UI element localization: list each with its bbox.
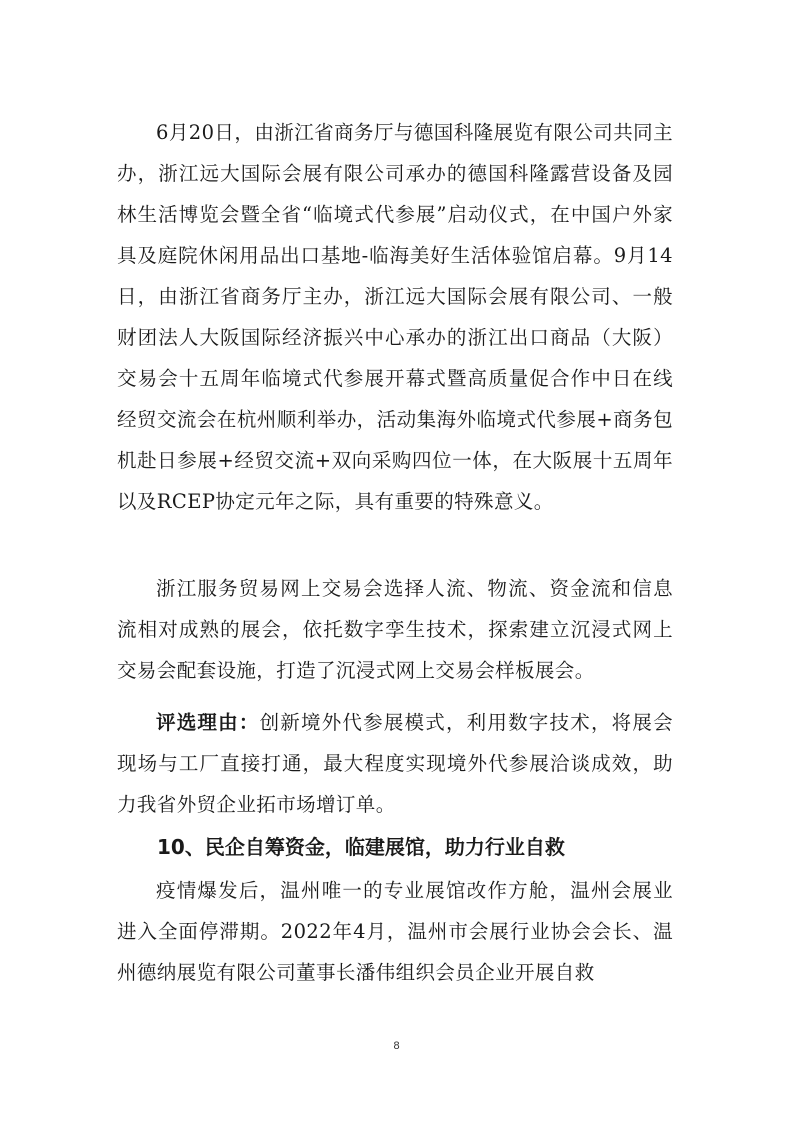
paragraph-event-launch: 6月20日，由浙江省商务厅与德国科隆展览有限公司共同主办，浙江远大国际会展有限公司承办的德国科隆露营设备及园林生活博览会暨全省“临境式代参展”启动仪式，在中国户外家具及庭院休闲用品出口基地-临海美好生活体验馆启幕。9月14日，由浙江省商务厅主办，浙江远大国际会展有限公司、一般财团法人大阪国际经济振兴中心承办的浙江出口商品（大阪）交易会十五周年临境式代参展开幕式暨高质量促合作中日在线经贸交流会在杭州顺利举办，活动集海外临境式代参展+商务包机赴日参展+经贸交流+双向采购四位一体，在大阪展十五周年以及RCEP协定元年之际，具有重要的特殊意义。: [117, 121, 673, 513]
paragraph-online-fair: 浙江服务贸易网上交易会选择人流、物流、资金流和信息流相对成熟的展会，依托数字孪生技术，探索建立沉浸式网上交易会配套设施，打造了沉浸式网上交易会样板展会。: [117, 577, 673, 682]
page-number: 8: [393, 1040, 400, 1052]
selection-reason-label: 评选理由：: [156, 711, 260, 734]
section-heading: 10、民企自筹资金，临建展馆，助力行业自救: [157, 835, 565, 859]
selection-reason-text: 创新境外代参展模式，利用数字技术，将展会现场与工厂直接打通，最大程度实现境外代参展洽谈成效，助力我省外贸企业拓市场增订单。: [117, 711, 673, 816]
paragraph-selection-reason: [117, 702, 673, 825]
paragraph-wenzhou: 疫情爆发后，温州唯一的专业展馆改作方舱，温州会展业进入全面停滞期。2022年4月，温州市会展行业协会会长、温州德纳展览有限公司董事长潘伟组织会员企业开展自救: [117, 879, 673, 984]
